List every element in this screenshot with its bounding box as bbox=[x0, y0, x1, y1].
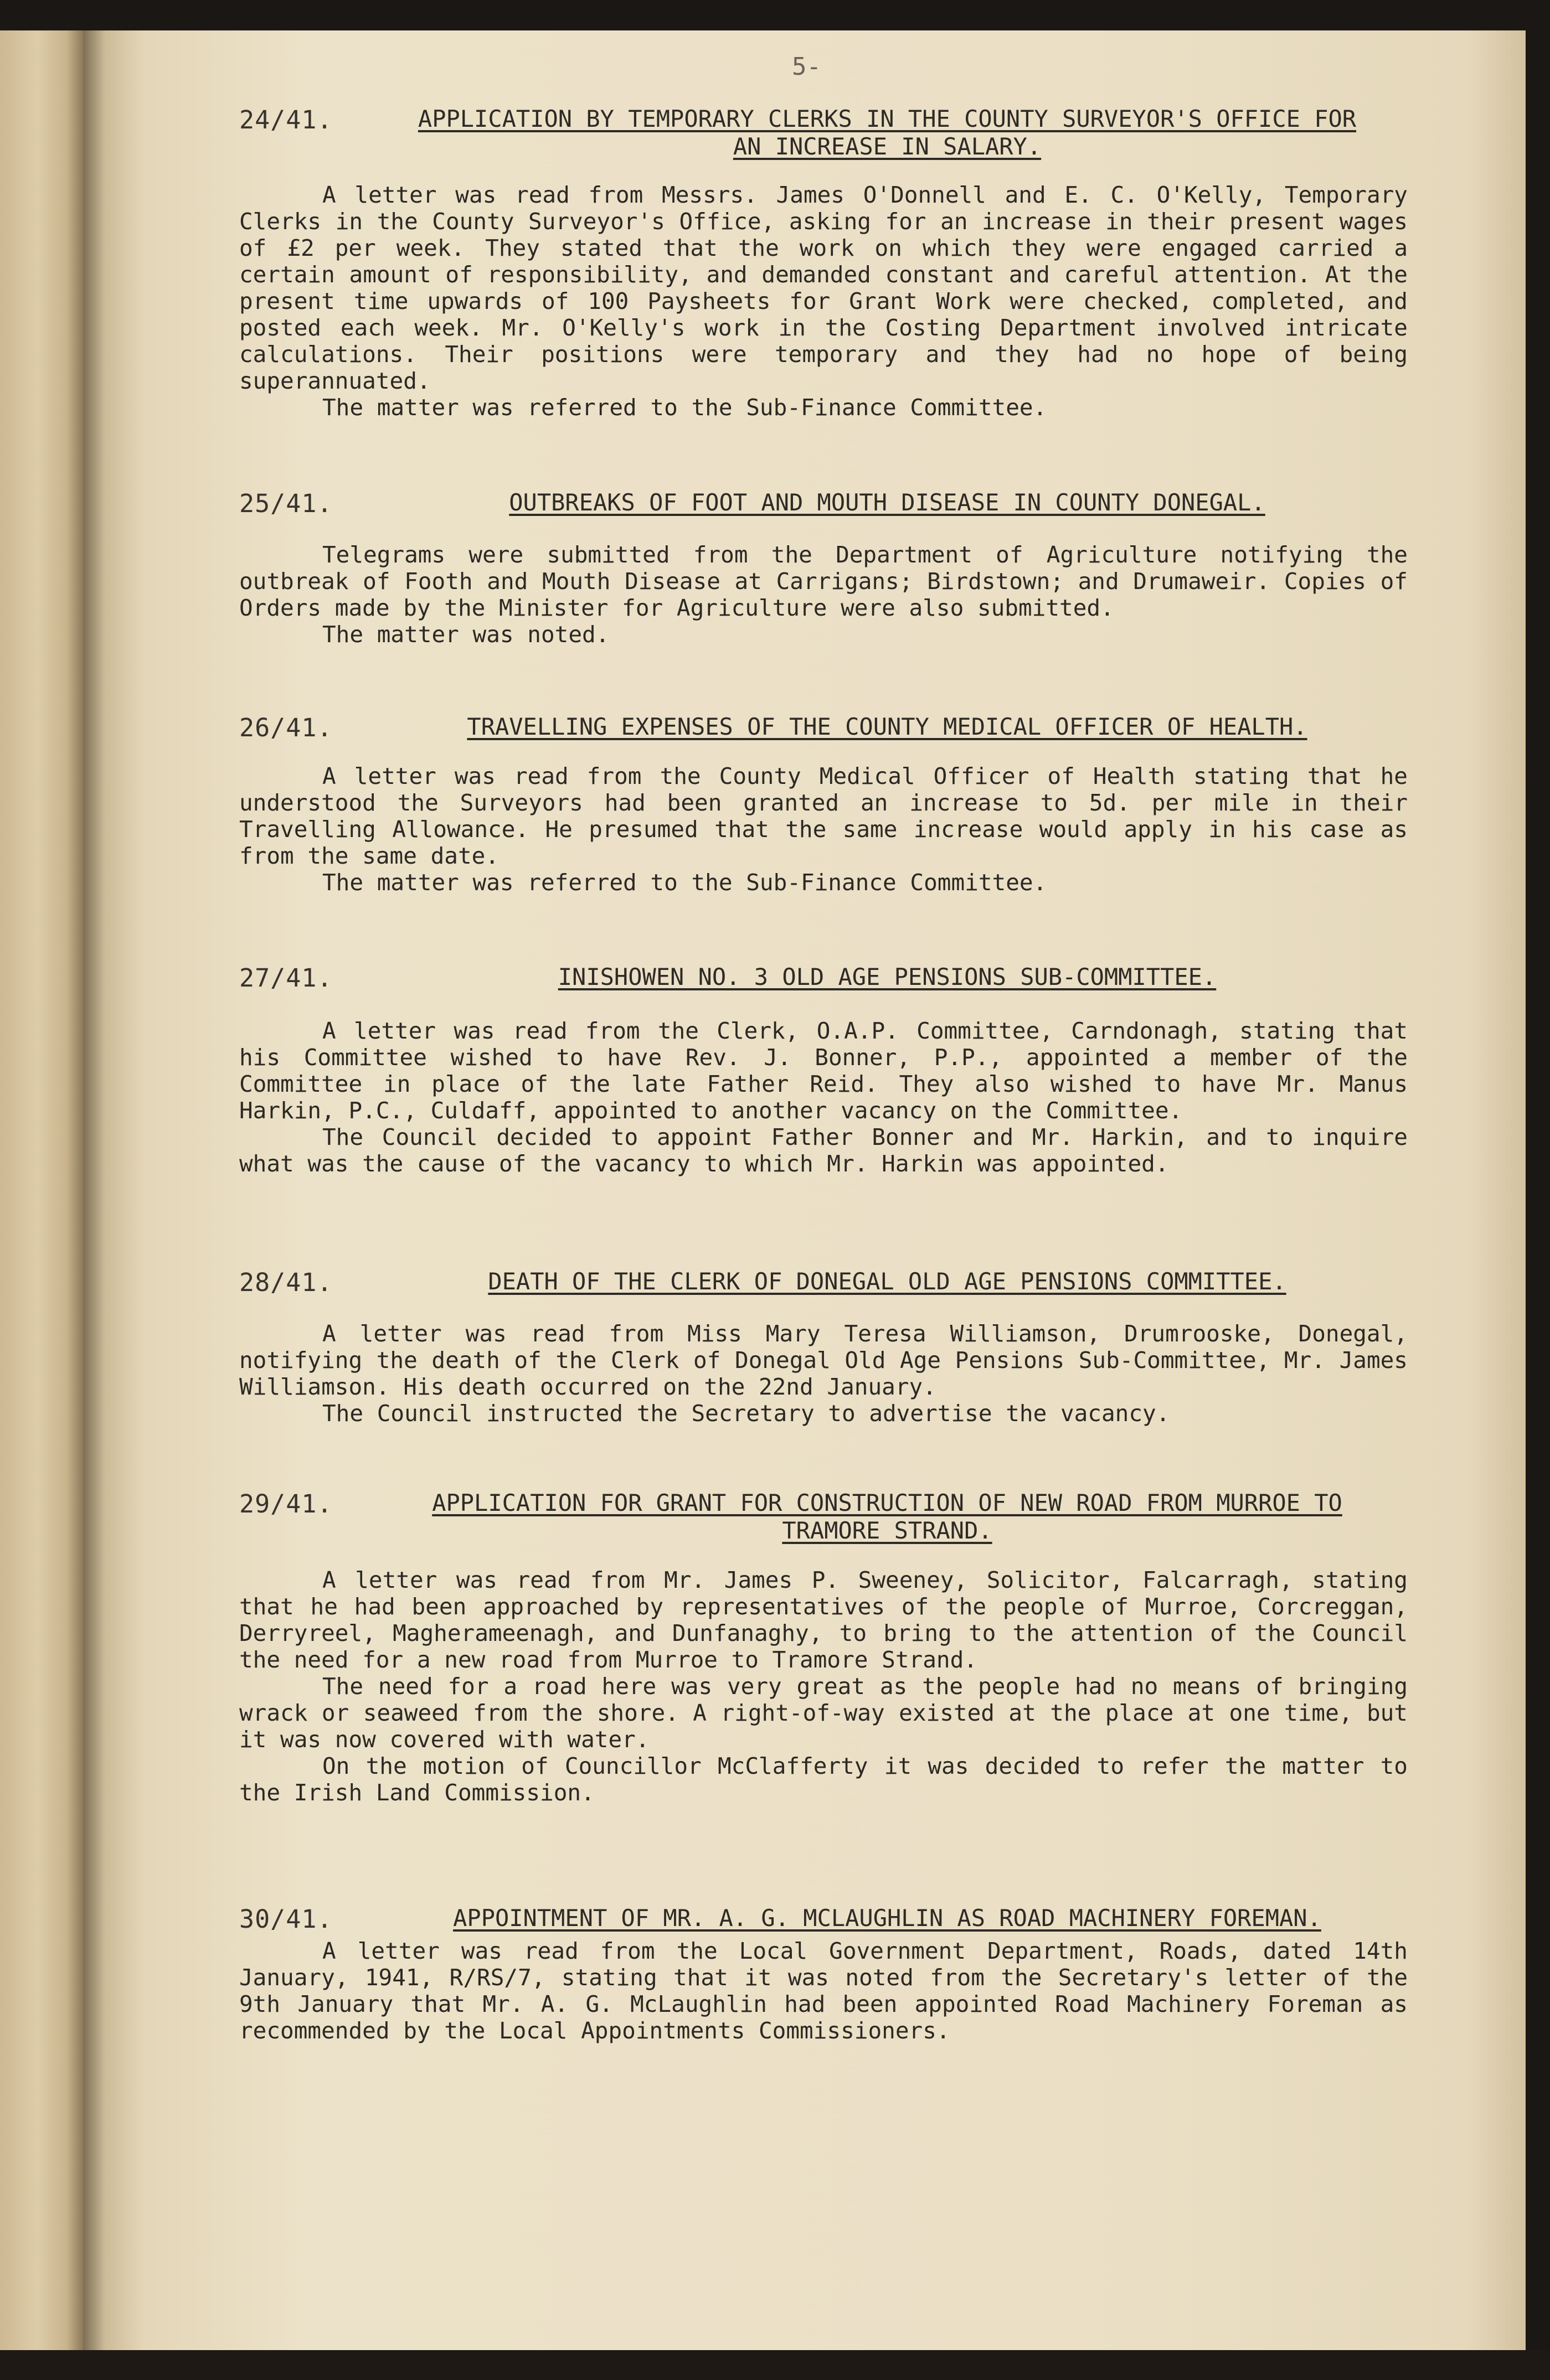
minute-entry bbox=[239, 963, 1408, 1177]
entry-header bbox=[239, 1268, 1408, 1295]
entry-title: INISHOWEN NO. 3 OLD AGE PENSIONS SUB-COMMITTEE. bbox=[558, 963, 1217, 990]
page-number: 5- bbox=[792, 53, 821, 81]
entry-paragraph: The matter was noted. bbox=[322, 621, 610, 648]
entry-body bbox=[239, 182, 1408, 421]
entry-paragraph: A letter was read from Mr. James P. Sweeney, Solicitor, Falcarragh, stating that he had been approached by representatives of the people of Murroe, Corcreggan, Derryreel, Magherameenagh, and Dunfanaghy, to bring to the attention of the Council the need for a new road from Murroe to Tramore Strand. bbox=[239, 1567, 1408, 1673]
entry-title: OUTBREAKS OF FOOT AND MOUTH DISEASE IN COUNTY DONEGAL. bbox=[509, 489, 1265, 516]
entry-title: APPOINTMENT OF MR. A. G. MCLAUGHLIN AS ROAD MACHINERY FOREMAN. bbox=[453, 1904, 1321, 1932]
entry-number: 30/41. bbox=[239, 1904, 333, 1934]
entry-paragraph: The Council decided to appoint Father Bonner and Mr. Harkin, and to inquire what was the cause of the vacancy to which Mr. Harkin was appointed. bbox=[239, 1124, 1408, 1177]
entry-paragraph: A letter was read from the Clerk, O.A.P. Committee, Carndonagh, stating that his Committee wished to have Rev. J. Bonner, P.P., appointed a member of the Committee in place of the late Father Reid. They also wished to have Mr. Manus Harkin, P.C., Culdaff, appointed to another vacancy on the Committee. bbox=[239, 1018, 1408, 1124]
entry-paragraph: On the motion of Councillor McClafferty it was decided to refer the matter to the Irish Land Commission. bbox=[239, 1753, 1408, 1806]
entry-paragraph: The need for a road here was very great as the people had no means of bringing wrack or seaweed from the shore. A right-of-way existed at the place at one time, but it was now covered with water. bbox=[239, 1673, 1408, 1753]
minute-entry bbox=[239, 489, 1408, 648]
entry-header bbox=[239, 963, 1408, 991]
entry-body bbox=[239, 1018, 1408, 1177]
entry-paragraph: A letter was read from the Local Government Department, Roads, dated 14th January, 1941, R/RS/7, stating that it was noted from the Secretary's letter of the 9th January that Mr. A. G. McLaughlin had been appointed Road Machinery Foreman as recommended by the Local Appointments Commissioners. bbox=[239, 1938, 1408, 2044]
entry-paragraph: The Council instructed the Secretary to advertise the vacancy. bbox=[322, 1400, 1170, 1427]
entry-title: APPLICATION BY TEMPORARY CLERKS IN THE COUNTY SURVEYOR'S OFFICE FOR AN INCREASE IN SALARY. bbox=[418, 105, 1357, 160]
minute-entry bbox=[239, 713, 1408, 896]
entry-header bbox=[239, 105, 1408, 161]
entry-paragraph: A letter was read from Messrs. James O'Donnell and E. C. O'Kelly, Temporary Clerks in the County Surveyor's Office, asking for an increase in their present wages of £2 per week. They stated that the work on which they were engaged carried a certain amount of responsibility, and demanded constant and careful attention. At the present time upwards of 100 Paysheets for Grant Work were checked, completed, and posted each week. Mr. O'Kelly's work in the Costing Department involved intricate calculations. Their positions were temporary and they had no hope of being superannuated. bbox=[239, 182, 1408, 394]
entry-paragraph: Telegrams were submitted from the Department of Agriculture notifying the outbreak of Footh and Mouth Disease at Carrigans; Birdstown; and Drumaweir. Copies of Orders made by the Minister for Agriculture were also submitted. bbox=[239, 541, 1408, 621]
entry-body bbox=[239, 1567, 1408, 1806]
entry-body bbox=[239, 763, 1408, 896]
minute-entry bbox=[239, 105, 1408, 421]
entry-number: 24/41. bbox=[239, 105, 333, 135]
minute-entry bbox=[239, 1268, 1408, 1427]
entry-number: 27/41. bbox=[239, 963, 333, 993]
entry-body bbox=[239, 1938, 1408, 2044]
entry-number: 25/41. bbox=[239, 489, 333, 518]
entry-header bbox=[239, 713, 1408, 741]
entry-paragraph: The matter was referred to the Sub-Finance Committee. bbox=[322, 394, 1047, 421]
entry-title: DEATH OF THE CLERK OF DONEGAL OLD AGE PENSIONS COMMITTEE. bbox=[488, 1268, 1286, 1295]
entry-title: TRAVELLING EXPENSES OF THE COUNTY MEDICAL OFFICER OF HEALTH. bbox=[467, 713, 1307, 740]
entry-header bbox=[239, 1489, 1408, 1545]
entry-body bbox=[239, 1320, 1408, 1427]
entry-title: APPLICATION FOR GRANT FOR CONSTRUCTION OF NEW ROAD FROM MURROE TO TRAMORE STRAND. bbox=[432, 1489, 1342, 1544]
entry-number: 28/41. bbox=[239, 1268, 333, 1297]
entry-paragraph: A letter was read from Miss Mary Teresa Williamson, Drumrooske, Donegal, notifying the death of the Clerk of Donegal Old Age Pensions Sub-Committee, Mr. James Williamson. His death occurred on the 22nd January. bbox=[239, 1320, 1408, 1400]
entry-paragraph: A letter was read from the County Medical Officer of Health stating that he understood the Surveyors had been granted an increase to 5d. per mile in their Travelling Allowance. He presumed that the same increase would apply in his case as from the same date. bbox=[239, 763, 1408, 869]
entry-number: 26/41. bbox=[239, 713, 333, 742]
entry-header bbox=[239, 1904, 1408, 1932]
minute-entry bbox=[239, 1904, 1408, 2044]
entry-number: 29/41. bbox=[239, 1489, 333, 1519]
minute-entry bbox=[239, 1489, 1408, 1806]
entry-header bbox=[239, 489, 1408, 517]
scan-border bbox=[0, 2350, 1550, 2380]
left-page-edge bbox=[0, 30, 83, 2350]
entry-body bbox=[239, 541, 1408, 648]
entry-paragraph: The matter was referred to the Sub-Finance Committee. bbox=[322, 869, 1047, 896]
